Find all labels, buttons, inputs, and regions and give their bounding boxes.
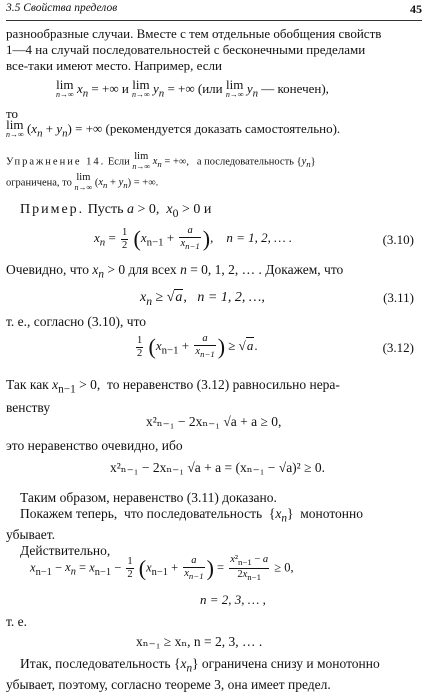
- equation-range: n = 1, 2, … .: [226, 230, 293, 245]
- example-label: Пример.: [20, 202, 85, 217]
- exercise-label: Упражнение 14.: [6, 156, 106, 168]
- paragraph-ie: т. е., согласно (3.10), что: [6, 314, 147, 329]
- equation-text: ≥ 0,: [274, 560, 294, 575]
- text-line: убывает.: [6, 526, 55, 542]
- word-to: то: [6, 106, 19, 121]
- running-title: 3.5 Свойства пределов: [6, 2, 118, 14]
- word-ie: т. е.: [6, 614, 28, 629]
- text-line: убывает, поэтому, согласно теореме 3, она имеет предел.: [6, 676, 331, 692]
- equation-3-10: $x_n$ = $\frac{1}{2}$ ($x_{n-1}$ + $\frac{a}{x_{n-1}}$ ), n = 1, 2, … .: [94, 225, 293, 252]
- equation-monotone: xₙ₋₁ ≥ xₙ, n = 2, 3, … .: [136, 634, 263, 649]
- page-number: 45: [410, 2, 422, 16]
- equation-quadratic: x²ₙ₋₁ − 2xₙ₋₁ √a + a ≥ 0,: [146, 414, 282, 429]
- example-intro: Пример. Пусть a > 0, $x_0 > 0$ и: [20, 202, 212, 220]
- text-line: Таким образом, неравенство (3.11) доказано.: [20, 490, 277, 505]
- equation-number: (3.11): [383, 290, 414, 305]
- equation-3-11: $x_n \ge √a$, n = 1, 2, …,: [140, 290, 265, 308]
- equation-range: n = 1, 2, …,: [197, 290, 265, 305]
- equation-number: (3.10): [382, 232, 414, 247]
- equation-limits: lim n→∞ $x_n$ = +∞ и lim n→∞ $y_n$ = +∞ (или lim n→∞ $y_n$ — конечен),: [56, 77, 329, 100]
- paragraph-obviously: Очевидно, что $x_n > 0$ для всех n = 0, 1, 2, … . Докажем, что: [6, 262, 344, 281]
- equation-square: x²ₙ₋₁ − 2xₙ₋₁ √a + a = (xₙ₋₁ − √a)² ≥ 0.: [110, 460, 326, 475]
- limit-operator: lim n→∞: [225, 77, 244, 99]
- limit-operator: lim n→∞: [6, 117, 24, 139]
- equation-text: = +∞ и: [91, 80, 129, 96]
- paragraph-conclusion: Итак, последовательность $\{x_n\}$ ограничена снизу и монотонно убывает, поэтому, согласно теореме 3, она имеет предел.: [6, 656, 380, 692]
- equation-sum-limit: lim n→∞ $(x_n + y_n)$ = +∞ (рекомендуется доказать самостоятельно).: [6, 117, 341, 140]
- page-header: [6, 2, 422, 21]
- paragraph-intro: [6, 26, 381, 74]
- paragraph-thus: Таким образом, неравенство (3.11) доказано. Покажем теперь, что последовательность $\{x_n\}$ монотонно убывает. Действительно,: [6, 490, 363, 558]
- text-line: разнообразные случаи. Вместе с тем отдельные обобщения свойств: [6, 26, 382, 41]
- text-line: 1—4 на случай последовательностей с бесконечными пределами: [6, 42, 366, 57]
- equation-difference: $x_{n-1} - x_n = x_{n-1}$ − $\frac{1}{2}$ ($x_{n-1}$ + $\frac{a}{x_{n-1}}$ ) = $\frac{x^2_{n-1} - a}{2x_{n-1}}$ ≥ 0,: [30, 554, 294, 583]
- limit-operator: lim n→∞: [56, 77, 74, 99]
- paragraph-since: Так как $x_{n-1} > 0$, то неравенство (3.12) равносильно нера- венству: [6, 377, 340, 415]
- text-line: все-таки имеют место. Например, если: [6, 58, 222, 73]
- limit-operator: lim n→∞: [132, 77, 150, 99]
- equation-text: = +∞ (или: [167, 80, 223, 96]
- equation-range: n = 2, 3, … ,: [200, 592, 266, 607]
- equation-text: — конечен),: [261, 80, 329, 96]
- exercise-block: Упражнение 14. Если lim n→∞ $x_n$ = +∞, а последовательность $\{y_n\}$ ограничена, то lim n→∞ $(x_n + y_n)$ = +∞.: [6, 151, 316, 192]
- text-line: Действительно,: [20, 542, 111, 558]
- equation-number: (3.12): [382, 340, 414, 355]
- equation-3-12: $\frac{1}{2}$ ($x_{n-1}$ + $\frac{a}{x_{n-1}}$ ) ≥ √a.: [137, 333, 258, 360]
- paragraph-because: это неравенство очевидно, ибо: [6, 438, 183, 453]
